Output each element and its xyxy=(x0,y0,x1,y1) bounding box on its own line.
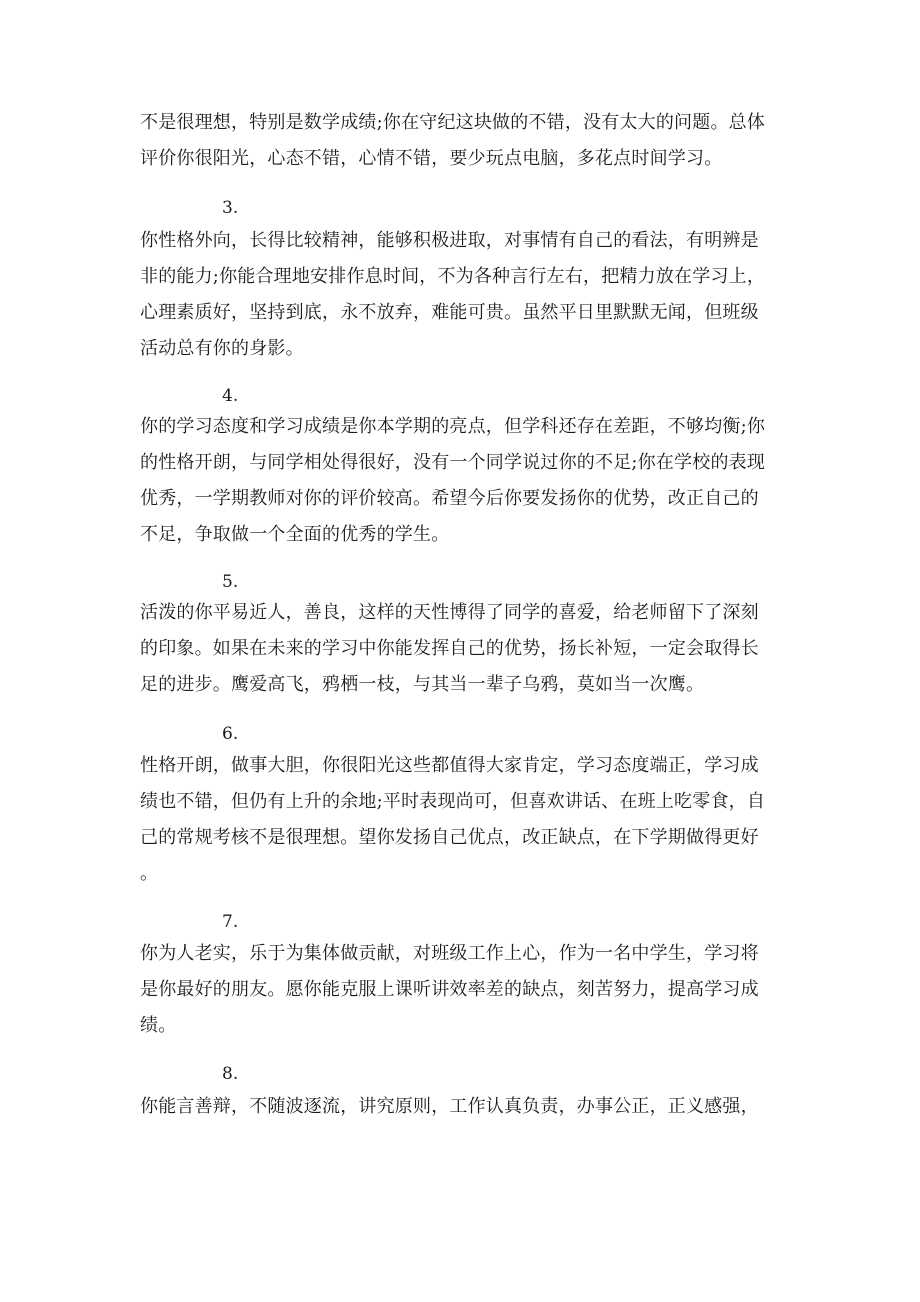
item-number: 6. xyxy=(222,724,239,744)
paragraph-line: 优秀，一学期教师对你的评价较高。希望今后你要发扬你的优势，改正自己的 xyxy=(140,488,759,509)
item-number: 3. xyxy=(222,198,239,218)
paragraph-line: 心理素质好，坚持到底，永不放弃，难能可贵。虽然平日里默默无闻，但班级 xyxy=(140,302,759,323)
paragraph-line: 己的常规考核不是很理想。望你发扬自己优点，改正缺点，在下学期做得更好 xyxy=(140,827,759,848)
paragraph-line: 评价你很阳光，心态不错，心情不错，要少玩点电脑，多花点时间学习。 xyxy=(140,148,723,169)
paragraph-line: 绩也不错，但仍有上升的余地;平时表现尚可，但喜欢讲话、在班上吃零食，自 xyxy=(140,791,766,812)
paragraph-line: 不足，争取做一个全面的优秀的学生。 xyxy=(140,524,450,545)
paragraph-line: 不是很理想，特别是数学成绩;你在守纪这块做的不错，没有太大的问题。总体 xyxy=(140,112,766,133)
item-number: 7. xyxy=(222,912,239,932)
paragraph-line: 你性格外向，长得比较精神，能够积极进取，对事情有自己的看法，有明辨是 xyxy=(140,230,759,251)
paragraph-line: 你为人老实，乐于为集体做贡献，对班级工作上心，作为一名中学生，学习将 xyxy=(140,943,759,964)
paragraph-line: 的性格开朗，与同学相处得很好，没有一个同学说过你的不足;你在学校的表现 xyxy=(140,452,766,473)
paragraph-line: 活动总有你的身影。 xyxy=(140,338,304,359)
paragraph-line: 活泼的你平易近人，善良，这样的天性博得了同学的喜爱，给老师留下了深刻 xyxy=(140,602,759,623)
item-number: 4. xyxy=(222,386,239,406)
paragraph-line: 绩。 xyxy=(140,1015,177,1036)
paragraph-line: 。 xyxy=(140,863,159,884)
paragraph-line: 是你最好的朋友。愿你能克服上课听讲效率差的缺点，刻苦努力，提高学习成 xyxy=(140,979,759,1000)
item-number: 8. xyxy=(222,1064,239,1084)
paragraph-line: 你能言善辩，不随波逐流，讲究原则，工作认真负责，办事公正，正义感强， xyxy=(140,1096,759,1117)
paragraph-line: 的印象。如果在未来的学习中你能发挥自己的优势，扬长补短，一定会取得长 xyxy=(140,638,759,659)
paragraph-line: 足的进步。鹰爱高飞，鸦栖一枝，与其当一辈子乌鸦，莫如当一次鹰。 xyxy=(140,674,705,695)
paragraph-line: 你的学习态度和学习成绩是你本学期的亮点，但学科还存在差距，不够均衡;你 xyxy=(140,416,766,437)
paragraph-line: 非的能力;你能合理地安排作息时间，不为各种言行左右，把精力放在学习上， xyxy=(140,266,766,287)
paragraph-line: 性格开朗，做事大胆，你很阳光这些都值得大家肯定，学习态度端正，学习成 xyxy=(140,755,759,776)
item-number: 5. xyxy=(222,572,239,592)
